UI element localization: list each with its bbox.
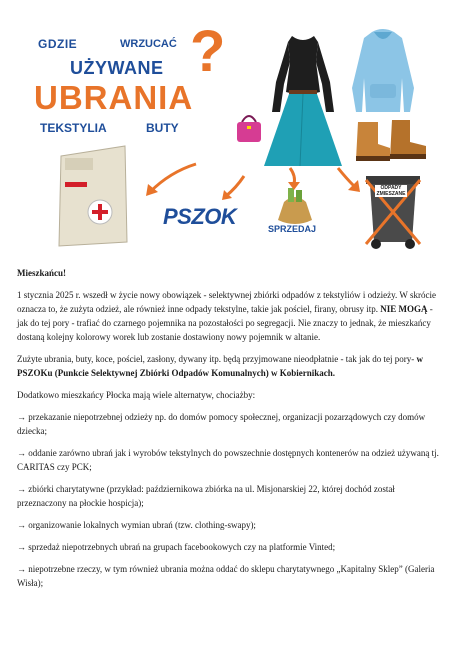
poster-title-ubrania: UBRANIA bbox=[34, 79, 194, 116]
arrow-to-container-icon bbox=[140, 160, 200, 200]
paragraph-obligation-emphasis: NIE MOGĄ bbox=[380, 304, 428, 314]
arrow-to-bin-icon bbox=[334, 166, 364, 196]
bin-label bbox=[375, 185, 407, 197]
list-item: → niepotrzebne rzeczy, w tym również ubrania można oddać do sklepu charytatywnego „Kapitalny Sklep” (Galeria Wisła); bbox=[17, 564, 435, 588]
bin-label-line1: ODPADY bbox=[380, 185, 402, 191]
crossed-bin-icon bbox=[362, 170, 424, 250]
document-body bbox=[17, 266, 445, 598]
paragraph-alternatives: Dodatkowo mieszkańcy Płocka mają wiele alternatyw, chociażby: bbox=[17, 390, 256, 400]
boots-icon bbox=[348, 116, 430, 166]
bin-label-line2: ZMIESZANE bbox=[376, 191, 406, 197]
list-item: → oddanie zarówno ubrań jak i wyrobów tekstylnych do powszechnie dostępnych kontenerów na odzież używaną tj. CARITAS czy PCK; bbox=[17, 448, 439, 472]
paragraph-obligation-part1: 1 stycznia 2025 r. wszedł w życie nowy obowiązek - selektywnej zbiórki odpadów z tekstyliów i odzieży. W skrócie oznacza to, że zużyta odzież, ale również inne odpady tekstylne, takie jak pościel, firany, obrusy itp. bbox=[17, 290, 436, 314]
paragraph-pszok-part1: Zużyte ubrania, buty, koce, pościel, zasłony, dywany itp. będą przyjmowane nieodpłatnie - tak jak do tej pory- bbox=[17, 354, 417, 364]
money-bag-icon bbox=[270, 188, 320, 228]
arrow-to-sell-icon bbox=[282, 166, 306, 192]
greeting bbox=[17, 266, 445, 280]
arrow-to-pszok-icon bbox=[218, 174, 248, 204]
poster-title-tekstylia: TEKSTYLIA bbox=[40, 121, 107, 135]
greeting-text: Mieszkańcu! bbox=[17, 268, 66, 278]
list-item: → przekazanie niepotrzebnej odzieży np. do domów pomocy społecznej, organizacji pozarządowych czy domów dziecka; bbox=[17, 412, 426, 436]
paragraph-pszok bbox=[17, 352, 445, 380]
poster-title-uzywane: UŻYWANE bbox=[70, 58, 164, 78]
list-item: → sprzedaż niepotrzebnych ubrań na grupach facebookowych czy na platformie Vinted; bbox=[17, 542, 336, 552]
poster-header bbox=[0, 0, 459, 255]
poster-title-gdzie: GDZIE bbox=[38, 37, 78, 51]
poster-title-wrzucac: WRZUCAĆ bbox=[120, 38, 177, 50]
pszok-logo: PSZOK bbox=[163, 204, 237, 229]
list-item: → zbiórki charytatywne (przykład: październikowa zbiórka na ul. Misjonarskiej 22, której dochód został przeznaczony na płockie hospicja); bbox=[17, 484, 395, 508]
sprzedaj-label: SPRZEDAJ bbox=[268, 224, 317, 234]
hoodie-icon bbox=[350, 28, 416, 116]
dress-icon bbox=[262, 32, 344, 170]
question-mark-icon: ? bbox=[190, 19, 226, 84]
clothing-container-icon bbox=[55, 142, 131, 248]
handbag-icon bbox=[234, 110, 264, 144]
paragraph-obligation-part2: - jak do tej pory - trafiać do czarnego pojemnika na pozostałości po segregacji. Nie znaczy to jednak, że mieszkańcy dostaną kolejny kolorowy worek lub zostanie dostawiony nowy pojemnik w altanie. bbox=[17, 304, 433, 342]
poster-title-buty: BUTY bbox=[146, 121, 179, 135]
paragraph-pszok-emphasis: w PSZOKu (Punkcie Selektywnej Zbiórki Odpadów Komunalnych) w Kobiernikach. bbox=[17, 354, 423, 378]
list-item: → organizowanie lokalnych wymian ubrań (tzw. clothing-swapy); bbox=[17, 520, 256, 530]
paragraph-obligation bbox=[17, 288, 445, 344]
